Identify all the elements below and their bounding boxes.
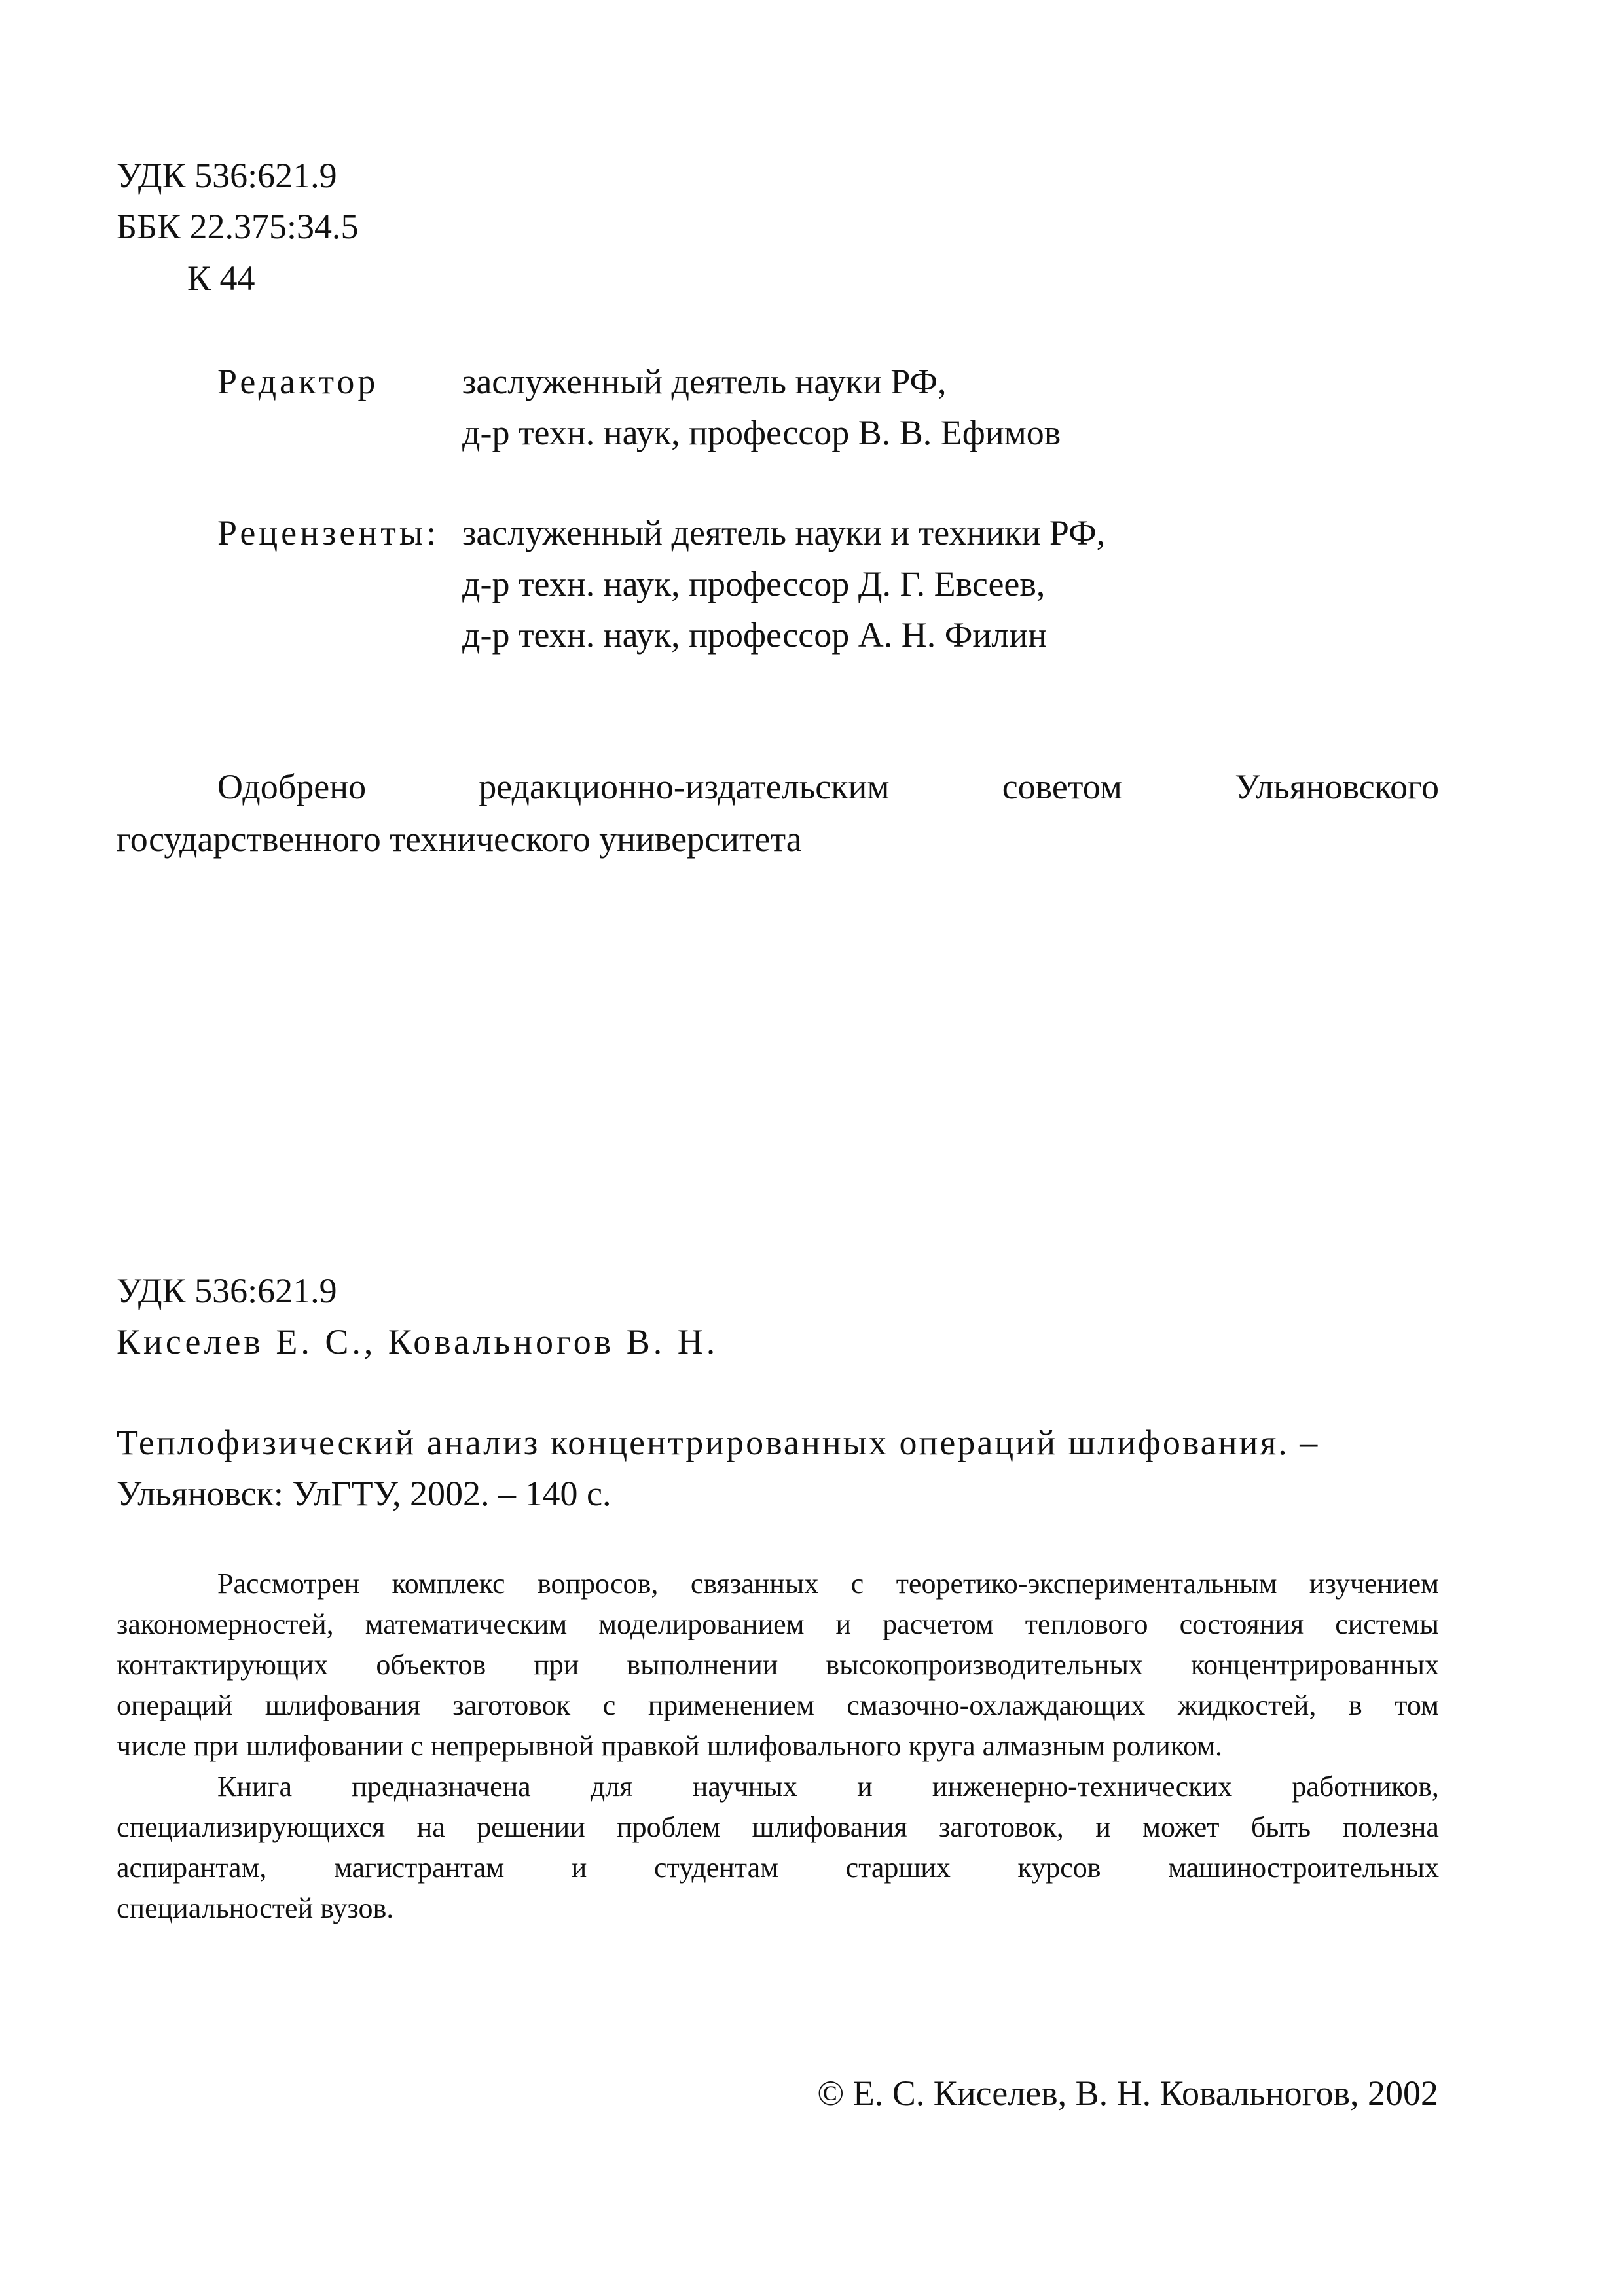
abstract-line: специальностей вузов. (117, 1892, 394, 1924)
udk-code-bottom: УДК 536:621.9 (117, 1271, 337, 1310)
udk-code-top: УДК 536:621.9 (117, 156, 337, 195)
reviewer-line: д-р техн. наук, профессор А. Н. Филин (462, 615, 1048, 655)
bbk-code: ББК 22.375:34.5 (117, 207, 359, 246)
abstract-line: специализирующихся на решении проблем шлифования заготовок, и может быть полезна (117, 1811, 1439, 1843)
approval-word: советом (1002, 767, 1122, 806)
author-mark-code: К 44 (187, 259, 255, 298)
editor-label: Редактор (217, 362, 379, 401)
editor-line: заслуженный деятель науки РФ, (462, 362, 947, 401)
abstract-line: Книга предназначена для научных и инженерно-технических работников, (217, 1770, 1439, 1803)
approval-word: Одобрено (217, 767, 367, 806)
reviewers-label: Рецензенты: (217, 513, 440, 552)
approval-word: Ульяновского (1235, 767, 1439, 806)
approval-statement-line: государственного технического университета (117, 819, 802, 859)
reviewer-line: заслуженный деятель науки и техники РФ, (462, 513, 1106, 552)
copyright-notice: © Е. С. Киселев, В. Н. Ковальногов, 2002 (817, 2073, 1438, 2113)
abstract-line: закономерностей, математическим моделированием и расчетом теплового состояния системы (117, 1608, 1439, 1640)
abstract-line: числе при шлифовании с непрерывной правкой шлифовального круга алмазным роликом. (117, 1730, 1222, 1762)
abstract-line: контактирующих объектов при выполнении высокопроизводительных концентрированных (117, 1649, 1439, 1681)
abstract-line: аспирантам, магистрантам и студентам старших курсов машиностроительных (117, 1852, 1439, 1884)
publication-info: Ульяновск: УлГТУ, 2002. – 140 с. (117, 1474, 611, 1513)
reviewer-line: д-р техн. наук, профессор Д. Г. Евсеев, (462, 564, 1046, 603)
approval-statement-line (217, 766, 1439, 808)
book-title: Теплофизический анализ концентрированных операций шлифования. – (117, 1423, 1320, 1462)
abstract-line (217, 1567, 1439, 1601)
abstract-line: операций шлифования заготовок с применением смазочно-охлаждающих жидкостей, в том (117, 1689, 1439, 1721)
editor-line: д-р техн. наук, профессор В. В. Ефимов (462, 413, 1061, 452)
approval-word: редакционно-издательским (479, 767, 890, 806)
abstract-text: Рассмотрен комплекс вопросов, связанных с теоретико-экспериментальным изучением (217, 1568, 1439, 1600)
authors: Киселев Е. С., Ковальногов В. Н. (117, 1322, 719, 1361)
